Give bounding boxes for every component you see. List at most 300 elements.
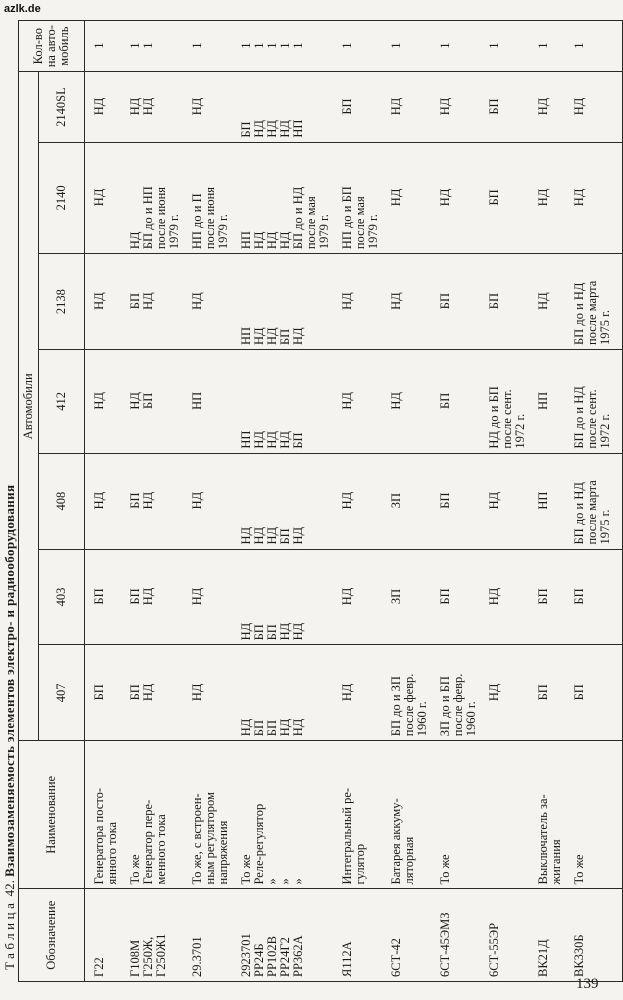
qty-cell — [236, 21, 337, 72]
cell-line: БП — [128, 588, 142, 605]
compat-cell — [533, 254, 569, 350]
name-cell — [236, 741, 337, 889]
compat-cell — [484, 549, 533, 645]
compat-cell — [85, 254, 126, 350]
compat-cell — [236, 645, 337, 741]
cell-line: Г22 — [92, 957, 106, 977]
cell-line: жигания — [549, 839, 563, 885]
compat-cell — [85, 453, 126, 549]
compat-cell — [435, 453, 484, 549]
cell-line: НД — [389, 392, 403, 410]
cell-line: гулятор — [353, 843, 367, 885]
compat-cell — [85, 72, 126, 142]
compat-cell — [386, 549, 435, 645]
header-car-2138: 2138 — [39, 254, 85, 350]
compat-cell — [337, 453, 386, 549]
qty-cell — [337, 21, 386, 72]
compat-cell — [236, 72, 337, 142]
compat-cell — [337, 549, 386, 645]
header-car-403: 403 — [39, 549, 85, 645]
code-cell — [569, 889, 623, 982]
compat-cell — [125, 645, 187, 741]
cell-line: БП до и НД — [291, 186, 305, 250]
compat-cell — [236, 254, 337, 350]
cell-line: БП — [128, 492, 142, 509]
cell-line: НД — [141, 292, 155, 310]
compat-cell — [85, 549, 126, 645]
cell-line: БП — [252, 720, 266, 737]
code-cell — [533, 889, 569, 982]
cell-line: НД — [536, 97, 550, 116]
cell-line: РР24Г2 — [278, 937, 292, 977]
name-cell — [533, 741, 569, 889]
cell-line: 1 — [291, 42, 305, 49]
compat-cell — [533, 72, 569, 142]
compat-cell — [435, 72, 484, 142]
cell-line: НП — [190, 391, 204, 410]
cell-line: БП — [487, 189, 501, 206]
code-cell — [85, 889, 126, 982]
name-cell — [386, 741, 435, 889]
cell-line: БП — [252, 624, 266, 641]
name-cell — [484, 741, 533, 889]
cell-line: НД — [265, 526, 279, 545]
compat-cell — [569, 72, 623, 142]
compat-cell — [125, 350, 187, 454]
cell-line: НД — [278, 120, 292, 138]
cell-line: НД — [278, 718, 292, 737]
cell-line: НП — [536, 491, 550, 510]
cell-line: НД — [239, 622, 253, 641]
cell-line: НД — [340, 587, 354, 606]
compat-cell — [484, 72, 533, 142]
compat-cell — [386, 142, 435, 253]
cell-line: НД — [92, 292, 106, 310]
cell-line: 1 — [141, 42, 155, 49]
cell-line: РР362А — [291, 935, 305, 977]
cell-line: БП — [291, 432, 305, 449]
compat-cell — [533, 645, 569, 741]
cell-line: БП — [438, 492, 452, 509]
compat-cell — [569, 142, 623, 253]
cell-line: напряжения — [216, 820, 230, 885]
cell-line: 1972 г. — [513, 413, 527, 449]
caption-prefix: Таблица — [2, 899, 17, 970]
cell-line: НД — [141, 683, 155, 702]
cell-line: 1960 г. — [415, 701, 429, 737]
cell-line: НД — [340, 392, 354, 410]
cell-line: НД — [572, 97, 586, 116]
code-cell — [337, 889, 386, 982]
cell-line: после мая — [304, 196, 318, 250]
table-row — [484, 21, 533, 982]
cell-line: БП — [438, 588, 452, 605]
cell-line: То же — [239, 854, 253, 885]
compat-cell — [386, 453, 435, 549]
cell-line: 1 — [265, 42, 279, 49]
cell-line: НД — [92, 392, 106, 410]
cell-line: НД — [252, 120, 266, 138]
cell-line: БП — [92, 588, 106, 605]
compat-cell — [386, 72, 435, 142]
cell-line: 1 — [536, 42, 550, 49]
table-row — [533, 21, 569, 982]
cell-line: 1 — [252, 42, 266, 49]
cell-line: ВК21Д — [536, 939, 550, 977]
cell-line: НП — [291, 119, 305, 138]
cell-line: НД — [487, 683, 501, 702]
cell-line: НД — [141, 491, 155, 510]
cell-line: То же — [438, 854, 452, 885]
cell-line: НД — [252, 431, 266, 449]
cell-line: 1 — [340, 42, 354, 49]
cell-line: БП — [128, 292, 142, 310]
header-automobiles: Автомобили — [19, 72, 39, 741]
cell-line: НД — [536, 292, 550, 310]
cell-line: 1 — [572, 42, 586, 49]
cell-line: НД — [128, 97, 142, 116]
cell-line: после мая — [353, 196, 367, 250]
cell-line: после июня — [203, 186, 217, 250]
compat-cell — [386, 350, 435, 454]
cell-line: Г250Ж, — [141, 936, 155, 977]
cell-line: 1979 г. — [216, 214, 230, 250]
table-caption — [2, 485, 18, 971]
cell-line: НД — [278, 622, 292, 641]
table-row — [337, 21, 386, 982]
compat-cell — [187, 453, 236, 549]
cell-line: БП — [265, 720, 279, 737]
compat-cell — [187, 549, 236, 645]
compat-cell — [125, 72, 187, 142]
cell-line: НД — [265, 120, 279, 138]
cell-line: НД — [389, 97, 403, 116]
cell-line: НД — [291, 718, 305, 737]
qty-cell — [187, 21, 236, 72]
code-cell — [386, 889, 435, 982]
cell-line: НП до и БП — [340, 186, 354, 250]
cell-line: 1 — [278, 42, 292, 49]
cell-line: БП — [239, 121, 253, 138]
cell-line: Реле-регулятор — [252, 803, 266, 885]
cell-line: БП до и НД — [572, 482, 586, 545]
cell-line: НД — [340, 292, 354, 310]
cell-line: 6СТ-45ЭМЗ — [438, 912, 452, 977]
table-row — [386, 21, 435, 982]
cell-line: 1975 г. — [598, 310, 612, 345]
compat-cell — [533, 549, 569, 645]
cell-line: НП — [536, 391, 550, 410]
cell-line: НП — [239, 326, 253, 345]
cell-line: 1975 г. — [598, 509, 612, 545]
cell-line: НД — [438, 188, 452, 207]
cell-line: 6СТ-42 — [389, 938, 403, 977]
qty-cell — [386, 21, 435, 72]
code-cell — [125, 889, 187, 982]
cell-line: РР102В — [265, 936, 279, 977]
compat-cell — [337, 72, 386, 142]
compat-cell — [85, 142, 126, 253]
qty-cell — [484, 21, 533, 72]
cell-line: после сент. — [585, 389, 599, 449]
cell-line: Генератор пере- — [141, 799, 155, 885]
compat-cell — [484, 350, 533, 454]
compat-cell — [187, 142, 236, 253]
header-car-2140: 2140 — [39, 142, 85, 253]
cell-line: НД — [572, 188, 586, 207]
cell-line: БП до и ЗП — [389, 676, 403, 737]
cell-line: НД — [190, 491, 204, 510]
cell-line: 29.3701 — [190, 936, 204, 977]
cell-line: 1 — [128, 42, 142, 49]
cell-line: » — [265, 878, 279, 885]
compat-cell — [484, 453, 533, 549]
name-cell — [187, 741, 236, 889]
cell-line: Г108М — [128, 939, 142, 977]
page-number: 139 — [576, 976, 599, 992]
compat-cell — [484, 645, 533, 741]
cell-line: БП — [278, 528, 292, 545]
compat-cell — [569, 549, 623, 645]
cell-line: НД — [291, 622, 305, 641]
compat-cell — [85, 645, 126, 741]
qty-cell — [125, 21, 187, 72]
cell-line: БП до и НД — [572, 386, 586, 449]
code-cell — [236, 889, 337, 982]
name-cell — [125, 741, 187, 889]
cell-line: Г250Ж1 — [154, 933, 168, 977]
cell-line: НД — [92, 188, 106, 207]
compat-cell — [533, 142, 569, 253]
cell-line: НД — [291, 526, 305, 545]
cell-line: Батарея аккуму- — [389, 798, 403, 885]
cell-line: НД — [128, 392, 142, 410]
compat-cell — [125, 453, 187, 549]
caption-number: 42. — [2, 880, 17, 897]
name-cell — [569, 741, 623, 889]
cell-line: НД — [92, 491, 106, 510]
cell-line: НД — [190, 587, 204, 606]
cell-line: после марта — [585, 480, 599, 545]
table-row — [125, 21, 187, 982]
cell-line: БП — [487, 292, 501, 310]
header-name: Наименование — [19, 741, 85, 889]
cell-line: 6СТ-55ЭР — [487, 922, 501, 977]
cell-line: » — [291, 878, 305, 885]
qty-cell — [569, 21, 623, 72]
cell-line: янного тока — [105, 821, 119, 885]
cell-line: То же — [572, 854, 586, 885]
cell-line: То же — [128, 854, 142, 885]
cell-line: БП — [572, 588, 586, 605]
cell-line: 1979 г. — [317, 214, 331, 250]
cell-line: НД — [487, 491, 501, 510]
cell-line: НД — [291, 327, 305, 345]
watermark: azlk.de — [4, 3, 41, 15]
name-cell — [85, 741, 126, 889]
compat-cell — [435, 350, 484, 454]
cell-line: НД — [265, 327, 279, 345]
cell-line: НП — [239, 231, 253, 250]
cell-line: БП — [536, 684, 550, 701]
cell-line: Генератора посто- — [92, 787, 106, 885]
table-row — [187, 21, 236, 982]
table-row — [569, 21, 623, 982]
name-cell — [337, 741, 386, 889]
table-row — [236, 21, 337, 982]
qty-cell — [85, 21, 126, 72]
cell-line: НД — [92, 97, 106, 116]
compat-cell — [337, 350, 386, 454]
qty-cell — [533, 21, 569, 72]
compat-cell — [187, 645, 236, 741]
header-car-408: 408 — [39, 453, 85, 549]
cell-line: БП — [265, 624, 279, 641]
cell-line: НД — [536, 188, 550, 207]
cell-line: Интегральный ре- — [340, 787, 354, 885]
cell-line: НД — [265, 431, 279, 449]
cell-line: 1979 г. — [366, 214, 380, 250]
cell-line: БП — [128, 684, 142, 701]
cell-line: ным регулятором — [203, 792, 217, 885]
cell-line: НП до и П — [190, 193, 204, 250]
compat-cell — [533, 350, 569, 454]
cell-line: НД — [278, 231, 292, 250]
compat-cell — [125, 549, 187, 645]
cell-line: НП — [239, 430, 253, 449]
compat-cell — [435, 254, 484, 350]
compat-cell — [484, 142, 533, 253]
header-code: Обозначение — [19, 889, 85, 982]
cell-line: ЗП до и БП — [438, 676, 452, 737]
table-row — [435, 21, 484, 982]
cell-line: после сент. — [500, 389, 514, 449]
compat-cell — [125, 142, 187, 253]
cell-line: БП — [572, 684, 586, 701]
cell-line: НД — [340, 683, 354, 702]
cell-line: НД — [278, 431, 292, 449]
cell-line: менного тока — [154, 814, 168, 885]
header-car-407: 407 — [39, 645, 85, 741]
cell-line: НД — [389, 292, 403, 310]
cell-line: 1979 г. — [167, 214, 181, 250]
cell-line: НД — [265, 231, 279, 250]
compat-cell — [386, 645, 435, 741]
compat-cell — [236, 453, 337, 549]
cell-line: БП — [487, 98, 501, 115]
cell-line: после марта — [585, 280, 599, 345]
cell-line: НД — [190, 292, 204, 310]
cell-line: НД — [389, 188, 403, 207]
code-cell — [435, 889, 484, 982]
header-car-412: 412 — [39, 350, 85, 454]
cell-line: НД — [239, 718, 253, 737]
cell-line: после февр. — [451, 673, 465, 737]
compat-cell — [569, 350, 623, 454]
compat-cell — [569, 645, 623, 741]
cell-line: БП — [92, 684, 106, 701]
compat-cell — [125, 254, 187, 350]
cell-line: 1 — [438, 42, 452, 49]
compat-cell — [236, 142, 337, 253]
cell-line: БП до и НД — [572, 282, 586, 345]
interchangeability-table — [18, 20, 623, 982]
cell-line: НД — [340, 491, 354, 510]
compat-cell — [533, 453, 569, 549]
cell-line: 2923701 — [239, 933, 253, 977]
cell-line: БП до и НП — [141, 186, 155, 250]
cell-line: БП — [438, 392, 452, 409]
compat-cell — [187, 254, 236, 350]
cell-line: 1 — [487, 42, 501, 49]
cell-line: НД — [128, 231, 142, 250]
compat-cell — [187, 350, 236, 454]
compat-cell — [85, 350, 126, 454]
table-body — [85, 21, 623, 982]
compat-cell — [187, 72, 236, 142]
cell-line: НД до и БП — [487, 386, 501, 449]
cell-line: 1972 г. — [598, 413, 612, 449]
cell-line: 1 — [239, 42, 253, 49]
table-row — [85, 21, 126, 982]
cell-line: НД — [438, 97, 452, 116]
cell-line: НД — [252, 526, 266, 545]
cell-line: » — [278, 878, 292, 885]
cell-line: 1 — [389, 42, 403, 49]
cell-line: НД — [487, 587, 501, 606]
compat-cell — [435, 142, 484, 253]
cell-line: НД — [239, 526, 253, 545]
compat-cell — [236, 350, 337, 454]
cell-line: ЗП — [389, 588, 403, 605]
cell-line: после февр. — [402, 673, 416, 737]
cell-line: НД — [190, 97, 204, 116]
cell-line: 1 — [190, 42, 204, 49]
cell-line: Выключатель за- — [536, 794, 550, 885]
cell-line: НД — [141, 97, 155, 116]
cell-line: РР24Б — [252, 943, 266, 977]
name-cell — [435, 741, 484, 889]
compat-cell — [337, 142, 386, 253]
cell-line: БП — [340, 98, 354, 115]
header-qty: Кол-во на авто-мобиль — [19, 21, 85, 72]
qty-cell — [435, 21, 484, 72]
compat-cell — [337, 254, 386, 350]
code-cell — [187, 889, 236, 982]
compat-cell — [569, 453, 623, 549]
compat-cell — [236, 549, 337, 645]
cell-line: после июня — [154, 186, 168, 250]
cell-line: БП — [278, 328, 292, 345]
cell-line: ВК330Б — [572, 934, 586, 977]
caption-title: Взаимозаменяемость элементов электро- и радиооборудования — [2, 484, 17, 877]
compat-cell — [386, 254, 435, 350]
cell-line: То же, с встроен- — [190, 793, 204, 885]
cell-line: БП — [438, 292, 452, 310]
compat-cell — [435, 549, 484, 645]
compat-cell — [484, 254, 533, 350]
header-car-2140sl: 2140SL — [39, 72, 85, 142]
cell-line: НД — [252, 327, 266, 345]
cell-line: НД — [190, 683, 204, 702]
cell-line: ляторная — [402, 836, 416, 885]
cell-line: Я112А — [340, 941, 354, 977]
compat-cell — [435, 645, 484, 741]
cell-line: НД — [141, 587, 155, 606]
cell-line: БП — [536, 588, 550, 605]
cell-line: 1 — [92, 42, 106, 49]
compat-cell — [337, 645, 386, 741]
